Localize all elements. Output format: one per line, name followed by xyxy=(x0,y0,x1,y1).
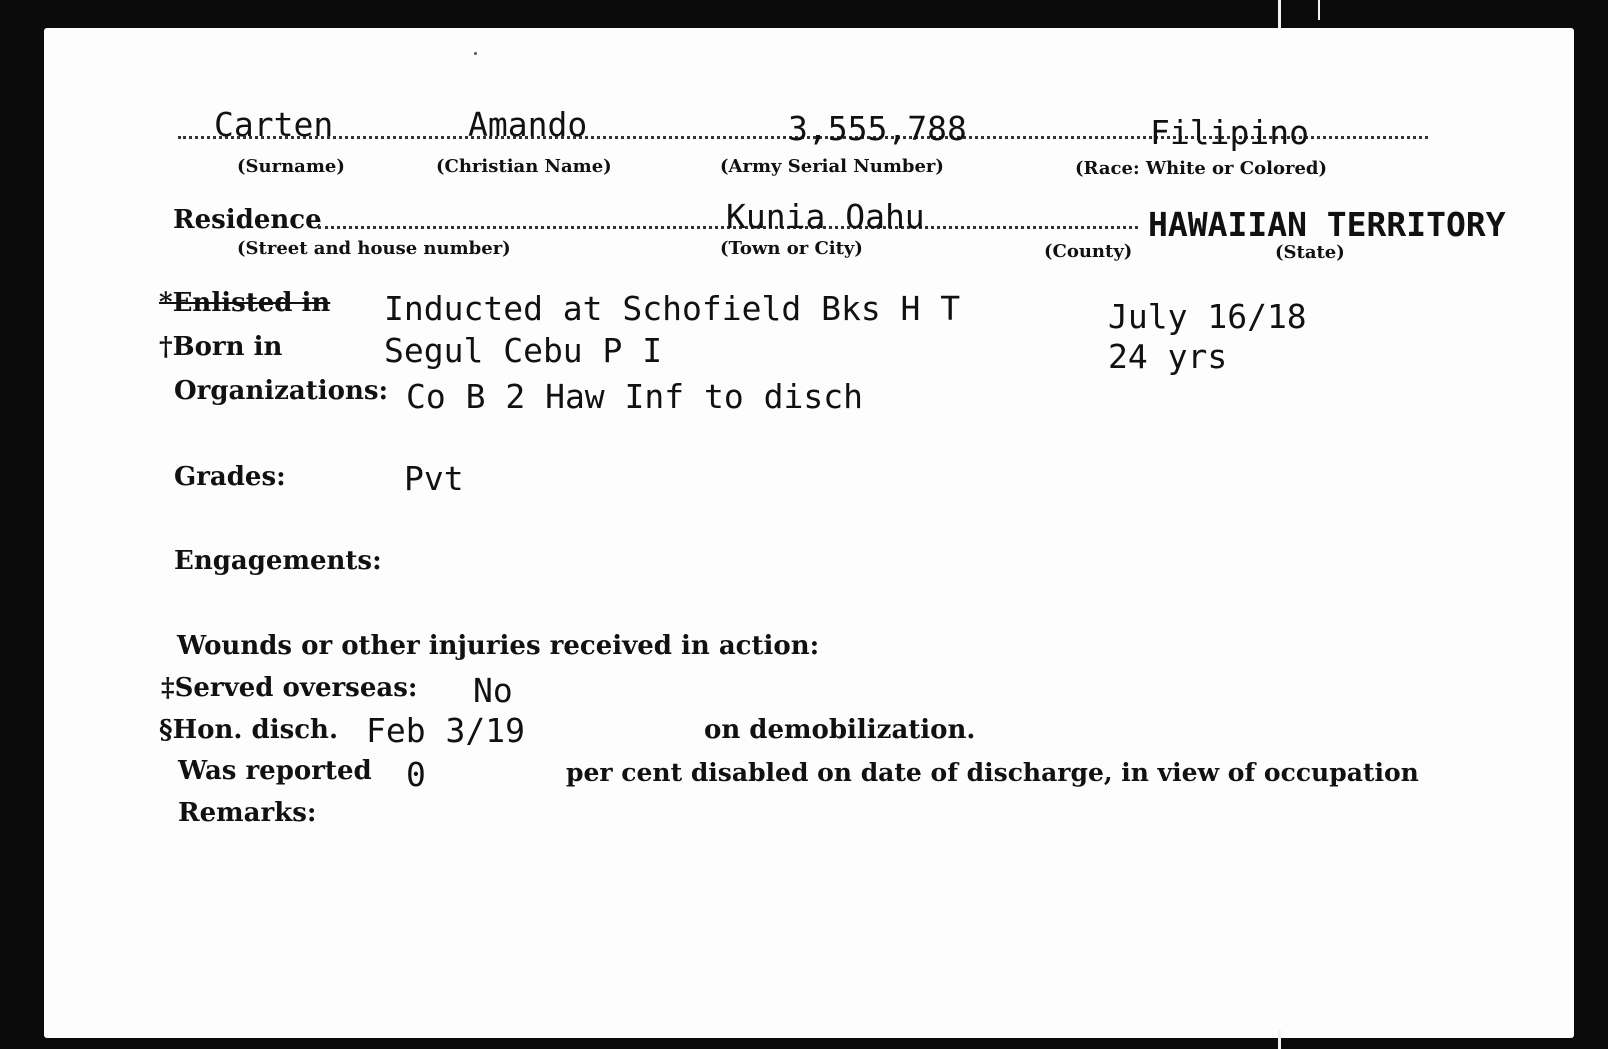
grades-label: Grades: xyxy=(174,462,286,492)
organizations-label: Organizations: xyxy=(174,376,389,406)
discharge-suffix: on demobilization. xyxy=(704,715,976,745)
race-caption: (Race: White or Colored) xyxy=(1075,158,1328,179)
discharge-label: §Hon. disch. xyxy=(159,715,338,745)
scan-edge-mark xyxy=(1278,0,1281,28)
state-caption: (State) xyxy=(1275,242,1345,263)
state-value: HAWAIIAN TERRITORY xyxy=(1148,205,1506,244)
scan-edge-mark xyxy=(1318,0,1320,20)
disability-suffix: per cent disabled on date of discharge, in view of occupation xyxy=(566,758,1419,787)
enlisted-label: *Enlisted in xyxy=(159,288,331,318)
born-label: †Born in xyxy=(159,332,283,362)
race-value: Filipino xyxy=(1150,113,1309,152)
served-overseas-value: No xyxy=(473,671,513,710)
enlisted-date: July 16/18 xyxy=(1108,297,1307,336)
grades-value: Pvt xyxy=(404,459,464,498)
town-value: Kunia Oahu xyxy=(726,197,925,236)
age-value: 24 yrs xyxy=(1108,337,1228,376)
speck xyxy=(474,52,477,55)
town-caption: (Town or City) xyxy=(720,238,863,259)
christian-name-value: Amando xyxy=(468,105,588,144)
wounds-label: Wounds or other injuries received in action: xyxy=(177,631,820,661)
disability-label: Was reported xyxy=(178,756,372,786)
disability-value: 0 xyxy=(406,755,426,794)
street-caption: (Street and house number) xyxy=(237,238,511,259)
christian-name-caption: (Christian Name) xyxy=(436,156,612,177)
discharge-date: Feb 3/19 xyxy=(366,711,525,750)
county-caption: (County) xyxy=(1044,241,1133,262)
surname-value: Carten xyxy=(214,105,334,144)
serial-number-value: 3,555,788 xyxy=(788,109,967,148)
surname-caption: (Surname) xyxy=(237,156,345,177)
enlisted-value: Inducted at Schofield Bks H T xyxy=(384,289,961,328)
scan-edge-mark xyxy=(1278,1030,1281,1049)
residence-label: Residence xyxy=(173,205,322,235)
service-record-card xyxy=(44,28,1574,1038)
engagements-label: Engagements: xyxy=(174,546,382,576)
born-value: Segul Cebu P I xyxy=(384,331,663,370)
remarks-label: Remarks: xyxy=(178,798,317,828)
serial-number-caption: (Army Serial Number) xyxy=(720,156,944,177)
organizations-value: Co B 2 Haw Inf to disch xyxy=(406,377,863,416)
served-overseas-label: ‡Served overseas: xyxy=(161,673,418,703)
